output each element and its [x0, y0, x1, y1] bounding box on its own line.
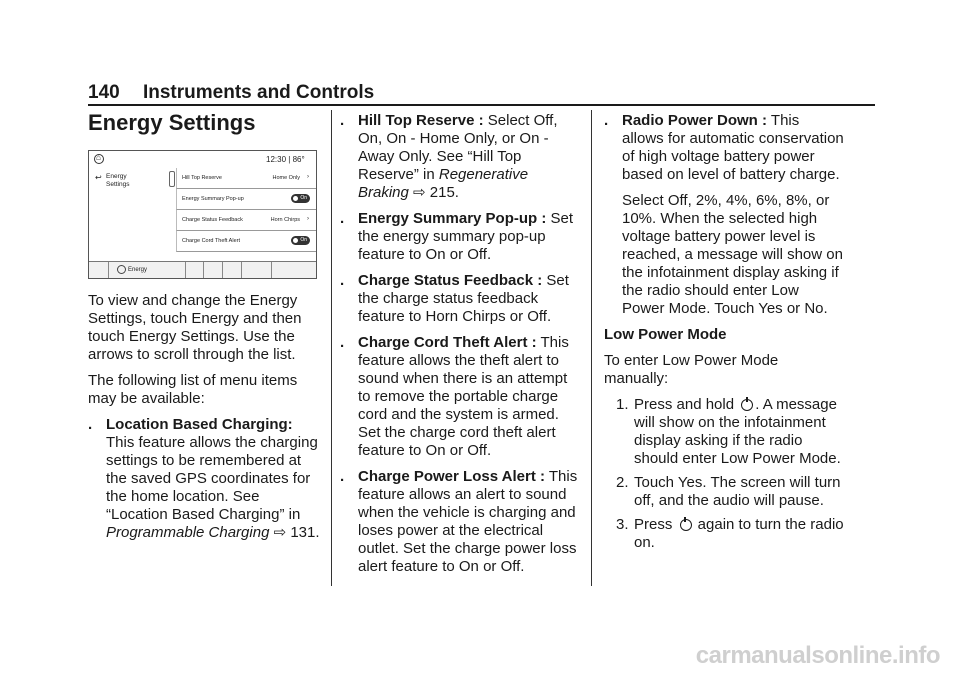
steps-intro: To enter Low Power Mode manually: [604, 352, 779, 387]
list-item: . Charge Status Feedback : Set the charge status feedback feature to Horn Chirps or Off. [340, 272, 569, 325]
screen-back-label: Energy Settings [106, 173, 130, 188]
column-2-text [340, 112, 580, 584]
infotainment-screen-figure [88, 150, 317, 279]
list-item: . Charge Cord Theft Alert : This feature allows the theft alert to sound when there is an attempt to remove the portable charge cord and the system is armed. Set the charge cord theft alert feature to On or Off. [340, 334, 569, 459]
toggle-switch: On [291, 236, 310, 245]
column-1-text [88, 292, 324, 550]
screen-bottom-bar [89, 261, 316, 278]
menu-row-cord-theft: Charge Cord Theft Alert On [176, 231, 316, 252]
screen-menu [176, 168, 316, 252]
subheading: Low Power Mode [604, 326, 727, 343]
column-divider-2 [591, 110, 592, 586]
column-divider-1 [331, 110, 332, 586]
page-number: 140 [88, 82, 120, 103]
back-icon: ↩ [95, 173, 102, 182]
menu-row-energy-summary: Energy Summary Pop-up On [176, 189, 316, 210]
energy-app-button: Energy [117, 265, 147, 274]
header-rule [88, 104, 875, 106]
page-header [88, 82, 374, 104]
step-item: 3. Press again to turn the radio on. [616, 516, 844, 551]
power-icon [680, 519, 692, 531]
chevron-right-icon: › [307, 216, 309, 222]
intro-paragraph: To view and change the Energy Settings, touch Energy and then touch Energy Settings. Use the arrows to scroll through the list. [88, 292, 302, 363]
power-icon [741, 399, 753, 411]
chevron-right-icon: › [307, 174, 309, 180]
list-item: . Radio Power Down : This allows for automatic conservation of high voltage battery power based on level of battery charge. Select Off, 2%, 4%, 6%, 8%, or 10%. When the selected high voltage battery power level is reached, a message will show on the infotainment display asking if the radio should enter Low Power Mode. Touch Yes or No. [604, 112, 844, 317]
screen-time-temp: 12:30 | 86° [266, 155, 305, 164]
home-icon [94, 154, 104, 164]
list-item: . Hill Top Reserve : Select Off, On, On - Home Only, or On - Away Only. See “Hill Top Reserve” in Regenerative Braking ⇨ 215. [340, 112, 558, 201]
chapter-title: Instruments and Controls [142, 82, 375, 103]
list-item: . Location Based Charging: This feature allows the charging settings to be remembered at the saved GPS coordinates for the home location. See “Location Based Charging” in Programmable Charging ⇨ 131. [88, 416, 320, 541]
energy-icon [117, 265, 126, 274]
menu-row-hill-top-reserve: Hill Top Reserve Home Only › [176, 168, 316, 189]
section-title: Energy Settings [88, 110, 256, 135]
scroll-indicator [169, 171, 175, 187]
screen-status-bar [89, 151, 316, 167]
step-item: 1. Press and hold . A message will show on the infotainment display asking if the radio should enter Low Power Mode. [616, 396, 841, 467]
list-item: . Energy Summary Pop-up : Set the energy summary pop-up feature to On or Off. [340, 210, 574, 263]
menu-row-charge-status: Charge Status Feedback Horn Chirps › [176, 210, 316, 231]
toggle-switch: On [291, 194, 310, 203]
list-intro: The following list of menu items may be available: [88, 372, 298, 407]
step-item: 2. Touch Yes. The screen will turn off, and the audio will pause. [616, 474, 841, 509]
list-item: . Charge Power Loss Alert : This feature allows an alert to sound when the vehicle is charging and loses power at the electrical outlet. Set the charge power loss alert feature to On or Off. [340, 468, 578, 575]
column-3-text [604, 112, 844, 558]
watermark: carmanualsonline.info [695, 642, 940, 669]
